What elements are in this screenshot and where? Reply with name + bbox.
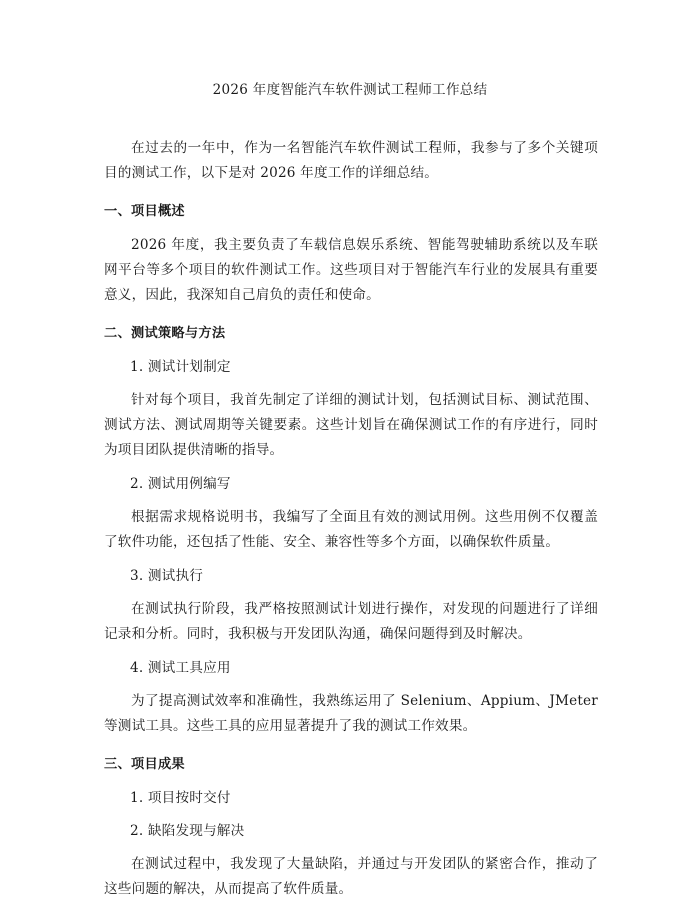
defects-paragraph: 在测试过程中，我发现了大量缺陷，并通过与开发团队的紧密合作，推动了这些问题的解决，从而提高了软件质量。	[104, 856, 598, 897]
section-heading-strategy: 二、测试策略与方法	[104, 326, 226, 341]
subheading-test-plan: 1. 测试计划制定	[130, 359, 231, 375]
intro-paragraph: 在过去的一年中，作为一名智能汽车软件测试工程师，我参与了多个关键项目的测试工作，以下是对 2026 年度工作的详细总结。	[104, 140, 598, 181]
test-plan-paragraph: 针对每个项目，我首先制定了详细的测试计划，包括测试目标、测试范围、测试方法、测试周期等关键要素。这些计划旨在确保测试工作的有序进行，同时为项目团队提供清晰的指导。	[104, 392, 598, 458]
section-heading-overview: 一、项目概述	[104, 204, 185, 219]
document-title: 2026 年度智能汽车软件测试工程师工作总结	[212, 82, 488, 98]
section-heading-results: 三、项目成果	[104, 757, 185, 772]
subheading-test-cases: 2. 测试用例编写	[130, 476, 231, 492]
subheading-on-time-delivery: 1. 项目按时交付	[130, 790, 231, 806]
document-body	[104, 136, 598, 902]
subheading-test-execution: 3. 测试执行	[130, 568, 204, 584]
subheading-test-tools: 4. 测试工具应用	[130, 660, 231, 676]
test-tools-paragraph: 为了提高测试效率和准确性，我熟练运用了 Selenium、Appium、JMeter 等测试工具。这些工具的应用显著提升了我的测试工作效果。	[104, 693, 598, 734]
overview-paragraph: 2026 年度，我主要负责了车载信息娱乐系统、智能驾驶辅助系统以及车联网平台等多个项目的软件测试工作。这些项目对于智能汽车行业的发展具有重要意义，因此，我深知自己肩负的责任和使命。	[104, 237, 598, 303]
test-cases-paragraph: 根据需求规格说明书，我编写了全面且有效的测试用例。这些用例不仅覆盖了软件功能，还包括了性能、安全、兼容性等多个方面，以确保软件质量。	[104, 509, 598, 550]
test-execution-paragraph: 在测试执行阶段，我严格按照测试计划进行操作，对发现的问题进行了详细记录和分析。同时，我积极与开发团队沟通，确保问题得到及时解决。	[104, 601, 598, 642]
subheading-defects: 2. 缺陷发现与解决	[130, 823, 245, 839]
